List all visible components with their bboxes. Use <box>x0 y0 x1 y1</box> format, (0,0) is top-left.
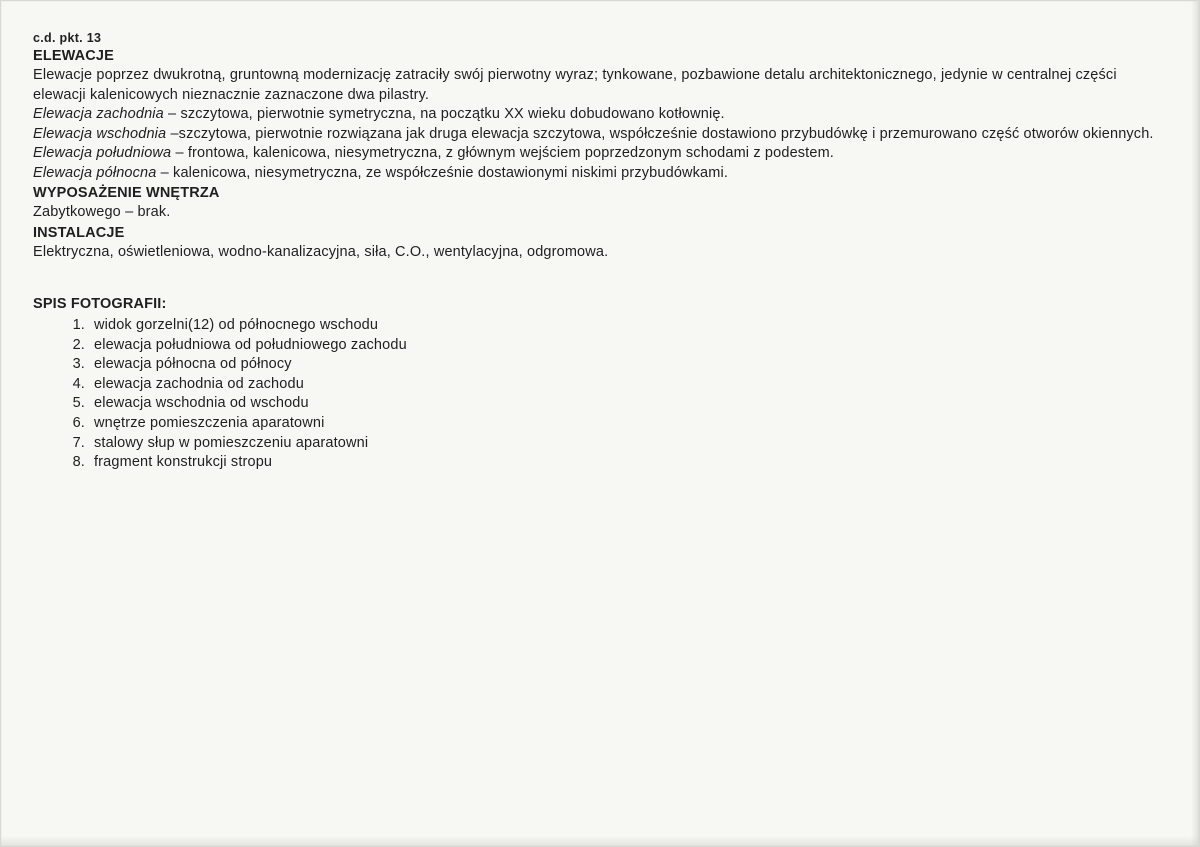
photo-description: widok gorzelni(12) od północnego wschodu <box>94 317 379 333</box>
elewacja-wschodnia-text: –szczytowa, pierwotnie rozwiązana jak druga elewacja szczytowa, współcześnie dostawiono przybudówkę i przemurowano część otworów okiennych. <box>166 125 1154 142</box>
elewacja-wschodnia-paragraph <box>33 125 1173 145</box>
photo-description: elewacja zachodnia od zachodu <box>94 375 304 392</box>
elewacja-poludniowa-text: – frontowa, kalenicowa, niesymetryczna, z głównym wejściem poprzedzonym schodami z podestem. <box>171 145 834 161</box>
photo-number: 2. <box>72 336 85 353</box>
photo-description: fragment konstrukcji stropu <box>94 454 273 471</box>
elewacja-poludniowa-label: Elewacja południowa <box>33 145 172 161</box>
section-title-wyposazenie: WYPOSAŻENIE WNĘTRZA <box>33 185 220 201</box>
elewacja-zachodnia-text: – szczytowa, pierwotnie symetryczna, na początku XX wieku dobudowano kotłownię. <box>163 106 725 122</box>
elewacja-wschodnia-label: Elewacja wschodnia <box>33 125 167 142</box>
page-header: c.d. pkt. 13 <box>33 31 102 45</box>
photo-list-item <box>33 414 1173 434</box>
elewacje-intro: Elewacje poprzez dwukrotną, gruntowną modernizację zatraciły swój pierwotny wyraz; tynkowane, pozbawione detalu architektonicznego, jedynie w centralnej części elewacji kalenicowych nieznacznie zaznaczone dwa pilastry. <box>33 67 1117 103</box>
photo-description: elewacja północna od północy <box>94 356 292 373</box>
photo-list-item <box>33 375 1173 395</box>
photo-list-item <box>33 453 1173 473</box>
photo-number: 8. <box>72 454 85 471</box>
photo-list-title: SPIS FOTOGRAFII: <box>33 296 167 312</box>
elewacja-zachodnia-paragraph <box>33 105 1173 125</box>
instalacje-text: Elektryczna, oświetleniowa, wodno-kanalizacyjna, siła, C.O., wentylacyjna, odgromowa. <box>33 243 609 260</box>
elewacja-polnocna-paragraph <box>33 164 1173 184</box>
elewacja-zachodnia-label: Elewacja zachodnia <box>33 106 164 122</box>
elewacja-poludniowa-paragraph <box>33 144 1173 164</box>
photo-number: 7. <box>72 434 85 451</box>
photo-list-item <box>33 355 1173 375</box>
section-title-elewacje: ELEWACJE <box>33 48 114 64</box>
photo-number: 1. <box>72 317 85 333</box>
photo-number: 6. <box>72 414 85 431</box>
photo-description: elewacja południowa od południowego zachodu <box>94 336 407 353</box>
photo-number: 4. <box>72 375 85 392</box>
photo-list-item <box>33 336 1173 356</box>
photo-description: elewacja wschodnia od wschodu <box>94 395 309 412</box>
photo-number: 3. <box>72 356 85 373</box>
photo-list-item <box>33 316 1173 336</box>
photo-list-item <box>33 394 1173 414</box>
photo-description: stalowy słup w pomieszczeniu aparatowni <box>94 434 369 451</box>
photo-number: 5. <box>72 395 85 412</box>
section-title-instalacje: INSTALACJE <box>33 224 125 241</box>
document-content <box>33 30 1173 473</box>
photo-list-item <box>33 434 1173 454</box>
elewacja-polnocna-label: Elewacja północna <box>33 164 157 181</box>
wyposazenie-text: Zabytkowego – brak. <box>33 204 171 220</box>
photo-description: wnętrze pomieszczenia aparatowni <box>94 414 325 431</box>
elewacja-polnocna-text: – kalenicowa, niesymetryczna, ze współcześnie dostawionymi niskimi przybudówkami. <box>156 164 729 181</box>
photo-list <box>33 316 1173 473</box>
